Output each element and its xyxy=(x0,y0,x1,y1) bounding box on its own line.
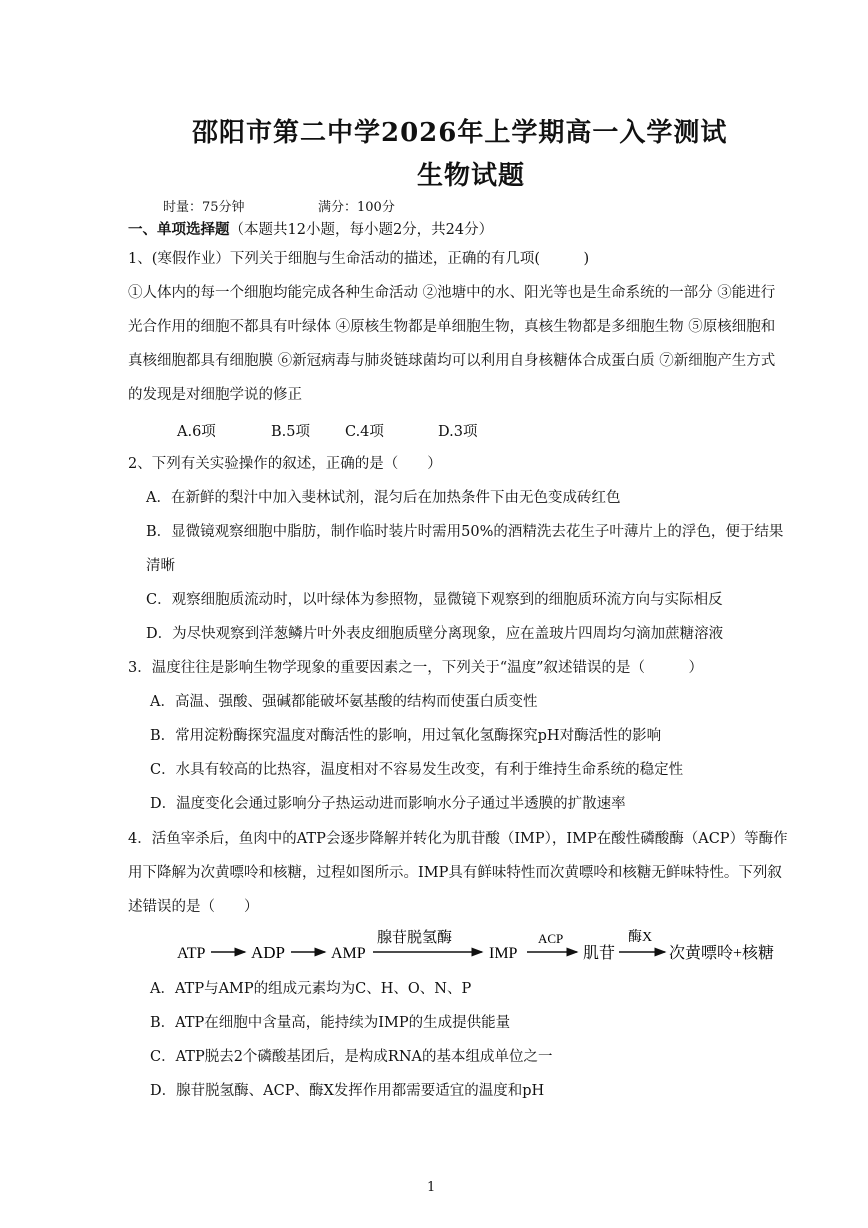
exam-score: 满分：100分 xyxy=(318,200,395,215)
exam-time: 时量：75分钟 xyxy=(163,200,245,215)
q1-line: ①人体内的每一个细胞均能完成各种生命活动 ②池塘中的水、阳光等也是生命系统的一部分 ③能进行 xyxy=(128,285,776,301)
q1-option-c: C.4项 xyxy=(345,424,384,440)
node-products: 次黄嘌呤+核糖 xyxy=(669,945,775,962)
title-line1: 邵阳市第二中学2026年上学期高一入学测试 xyxy=(192,118,728,148)
enzyme-acp: ACP xyxy=(538,931,564,946)
node-inosine: 肌苷 xyxy=(583,945,616,962)
q2-option-b: B．显微镜观察细胞中脂肪，制作临时装片时需用50%的酒精洗去花生子叶薄片上的浮色，便于结果 xyxy=(146,524,784,540)
enzyme-adenosine-deaminase: 腺苷脱氢酶 xyxy=(377,930,453,946)
q2-option-d: D．为尽快观察到洋葱鳞片叶外表皮细胞质壁分离现象，应在盖玻片四周均匀滴加蔗糖溶液 xyxy=(146,626,724,642)
q3-option-b: B．常用淀粉酶探究温度对酶活性的影响，用过氧化氢酶探究pH对酶活性的影响 xyxy=(150,728,662,744)
q1-stem: 1、(寒假作业）下列关于细胞与生命活动的描述，正确的有几项( ) xyxy=(128,251,590,267)
node-imp: IMP xyxy=(489,945,518,962)
q3-option-c: C．水具有较高的比热容，温度相对不容易发生改变，有利于维持生命系统的稳定性 xyxy=(150,762,684,778)
q1-option-b: B.5项 xyxy=(271,424,310,440)
section-title: 一、单项选择题 xyxy=(128,221,230,238)
q1-option-a: A.6项 xyxy=(177,424,216,440)
q4-option-c: C．ATP脱去2个磷酸基团后，是构成RNA的基本组成单位之一 xyxy=(150,1049,553,1065)
q1-option-d: D.3项 xyxy=(438,424,478,440)
node-adp: ADP xyxy=(251,943,286,962)
node-atp: ATP xyxy=(177,945,206,962)
q4-stem-cont: 用下降解为次黄嘌呤和核糖，过程如图所示。IMP具有鲜味特性而次黄嘌呤和核糖无鲜味特性。下列叙 xyxy=(128,865,782,881)
enzyme-x: 酶X xyxy=(628,930,653,945)
q1-line: 真核细胞都具有细胞膜 ⑥新冠病毒与肺炎链球菌均可以利用自身核糖体合成蛋白质 ⑦新细胞产生方式 xyxy=(128,353,776,369)
q4-option-d: D．腺苷脱氢酶、ACP、酶X发挥作用都需要适宜的温度和pH xyxy=(150,1083,545,1099)
page-number: 1 xyxy=(427,1180,436,1195)
q3-option-d: D．温度变化会通过影响分子热运动进而影响水分子通过半透膜的扩散速率 xyxy=(150,796,626,812)
title-line2: 生物试题 xyxy=(417,161,526,191)
section-note: （本题共12小题，每小题2分，共24分） xyxy=(229,222,494,238)
q4-option-a: A．ATP与AMP的组成元素均为C、H、O、N、P xyxy=(150,981,472,997)
q3-stem: 3．温度往往是影响生物学现象的重要因素之一，下列关于“温度”叙述错误的是（ ） xyxy=(128,660,704,676)
q2-stem: 2、下列有关实验操作的叙述，正确的是（ ） xyxy=(128,456,442,472)
q2-option-a: A．在新鲜的梨汁中加入斐林试剂，混匀后在加热条件下由无色变成砖红色 xyxy=(146,490,621,506)
q2-option-b-cont: 清晰 xyxy=(146,558,175,574)
q4-option-b: B．ATP在细胞中含量高，能持续为IMP的生成提供能量 xyxy=(150,1015,511,1031)
q2-option-c: C．观察细胞质流动时，以叶绿体为参照物，显微镜下观察到的细胞质环流方向与实际相反 xyxy=(146,592,723,608)
q4-stem: 4．活鱼宰杀后，鱼肉中的ATP会逐步降解并转化为肌苷酸（IMP），IMP在酸性磷酸酶（ACP）等酶作 xyxy=(128,831,788,847)
section-heading xyxy=(128,220,493,240)
atp-degradation-diagram xyxy=(175,928,795,968)
node-amp: AMP xyxy=(331,945,366,962)
q4-stem-cont: 述错误的是（ ） xyxy=(128,899,259,915)
q1-line: 的发现是对细胞学说的修正 xyxy=(128,387,302,403)
q1-line: 光合作用的细胞不都具有叶绿体 ④原核生物都是单细胞生物，真核生物都是多细胞生物 ⑤原核细胞和 xyxy=(128,319,776,335)
q3-option-a: A．高温、强酸、强碱都能破坏氨基酸的结构而使蛋白质变性 xyxy=(150,694,538,710)
